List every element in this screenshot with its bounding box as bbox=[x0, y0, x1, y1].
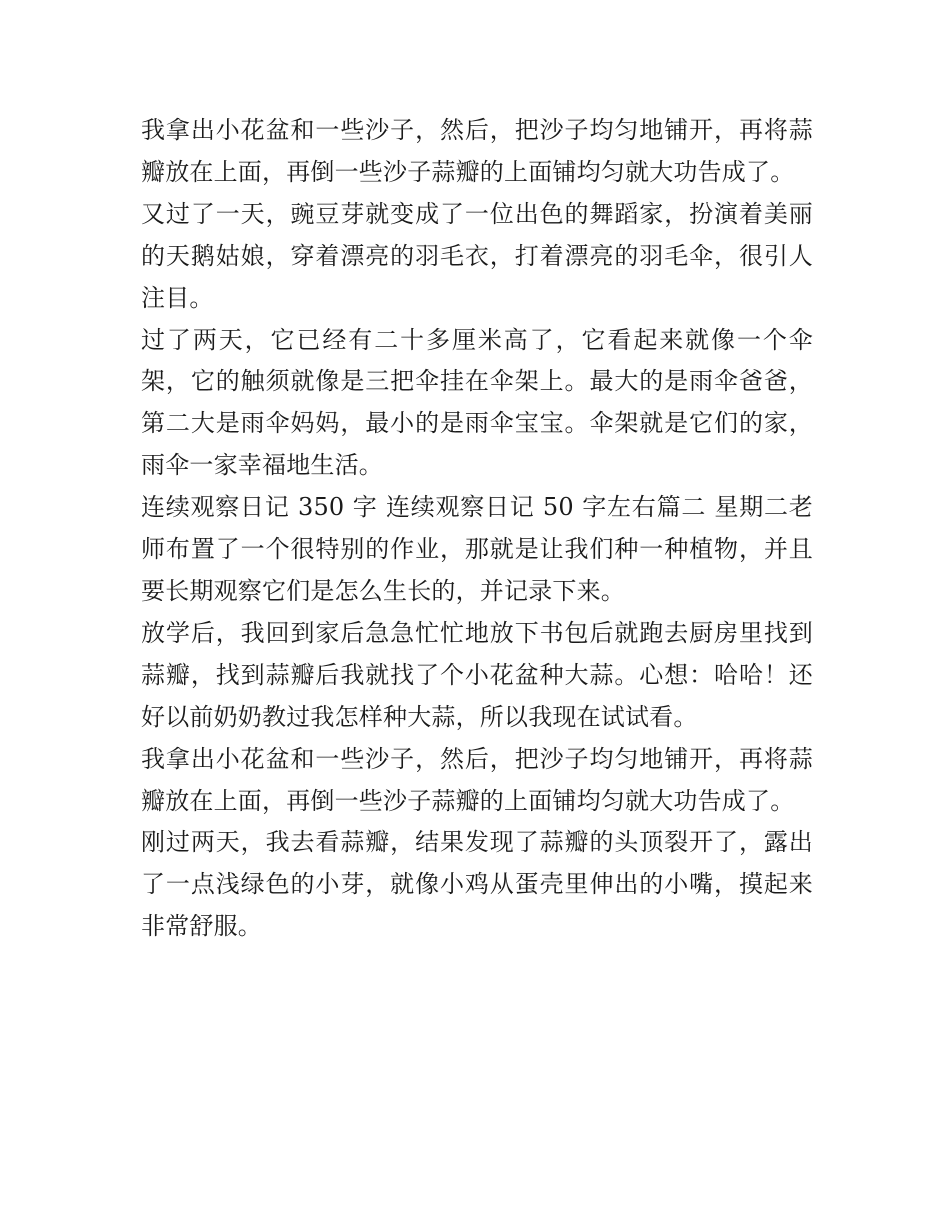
paragraph: 过了两天，它已经有二十多厘米高了，它看起来就像一个伞架，它的触须就像是三把伞挂在伞架上。最大的是雨伞爸爸，第二大是雨伞妈妈，最小的是雨伞宝宝。伞架就是它们的家，雨伞一家幸福地生活。 bbox=[141, 325, 813, 480]
paragraph: 连续观察日记 350 字 连续观察日记 50 字左右篇二 星期二老师布置了一个很特别的作业，那就是让我们种一种植物，并且要长期观察它们是怎么生长的，并记录下来。 bbox=[141, 493, 813, 605]
paragraph: 又过了一天，豌豆芽就变成了一位出色的舞蹈家，扮演着美丽的天鹅姑娘，穿着漂亮的羽毛衣，打着漂亮的羽毛伞，很引人注目。 bbox=[141, 199, 813, 312]
paragraph: 刚过两天，我去看蒜瓣，结果发现了蒜瓣的头顶裂开了，露出了一点浅绿色的小芽，就像小鸡从蛋壳里伸出的小嘴，摸起来非常舒服。 bbox=[141, 828, 813, 941]
paragraph: 我拿出小花盆和一些沙子，然后，把沙子均匀地铺开，再将蒜瓣放在上面，再倒一些沙子蒜瓣的上面铺均匀就大功告成了。 bbox=[141, 116, 813, 186]
document-body bbox=[141, 110, 813, 948]
paragraph: 放学后，我回到家后急急忙忙地放下书包后就跑去厨房里找到蒜瓣，找到蒜瓣后我就找了个小花盆种大蒜。心想：哈哈！还好以前奶奶教过我怎样种大蒜，所以我现在试试看。 bbox=[141, 618, 813, 731]
paragraph: 我拿出小花盆和一些沙子，然后，把沙子均匀地铺开，再将蒜瓣放在上面，再倒一些沙子蒜瓣的上面铺均匀就大功告成了。 bbox=[141, 744, 813, 815]
